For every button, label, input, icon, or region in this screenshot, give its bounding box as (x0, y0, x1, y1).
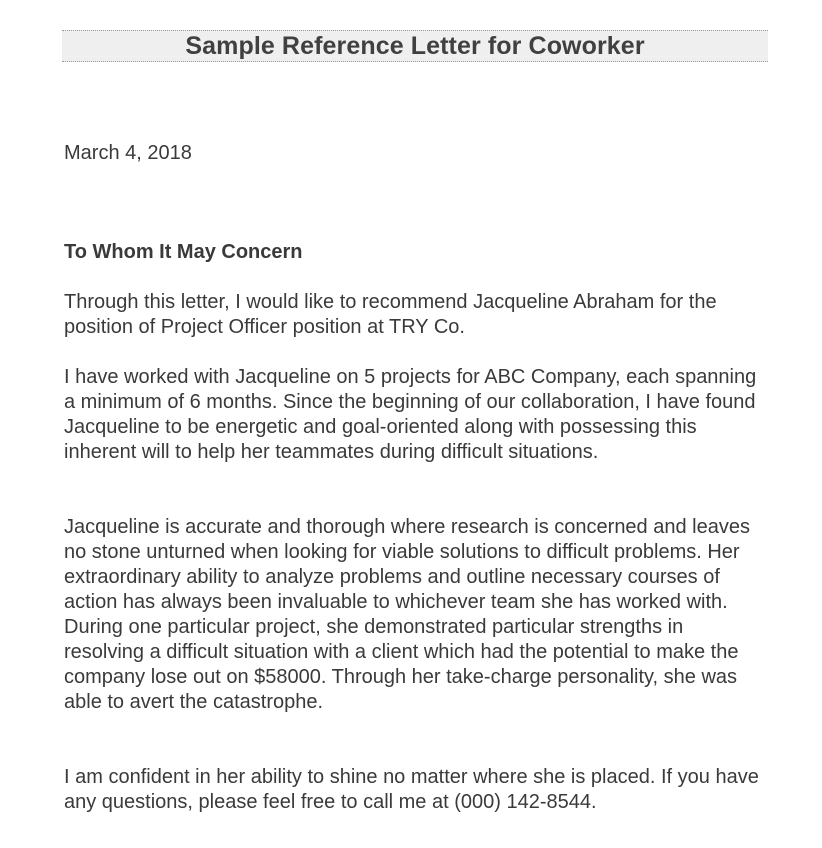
letter-date: March 4, 2018 (64, 142, 192, 164)
body-paragraph-experience: I have worked with Jacqueline on 5 projects for ABC Company, each spanning a minimum of 6 months. Since the beginning of our collaboration, I have found Jacqueline to be energetic and goal-oriented along with possessing this inherent will to help her teammates during difficult situations. (64, 366, 757, 463)
body-paragraph-closing: I am confident in her ability to shine no matter where she is placed. If you have any questions, please feel free to call me at (000) 142-8544. (64, 766, 759, 813)
document-title-bar (62, 30, 768, 62)
salutation: To Whom It May Concern (64, 241, 303, 263)
body-paragraph-intro: Through this letter, I would like to recommend Jacqueline Abraham for the position of Project Officer position at TRY Co. (64, 291, 717, 338)
document-title: Sample Reference Letter for Coworker (185, 32, 645, 60)
body-paragraph-strengths: Jacqueline is accurate and thorough where research is concerned and leaves no stone unturned when looking for viable solutions to difficult problems. Her extraordinary ability to analyze problems and outline necessary courses of action has always been invaluable to whichever team she has worked with. During one particular project, she demonstrated particular strengths in resolving a difficult situation with a client which had the potential to make the company lose out on $58000. Through her take-charge personality, she was able to avert the catastrophe. (64, 516, 750, 713)
